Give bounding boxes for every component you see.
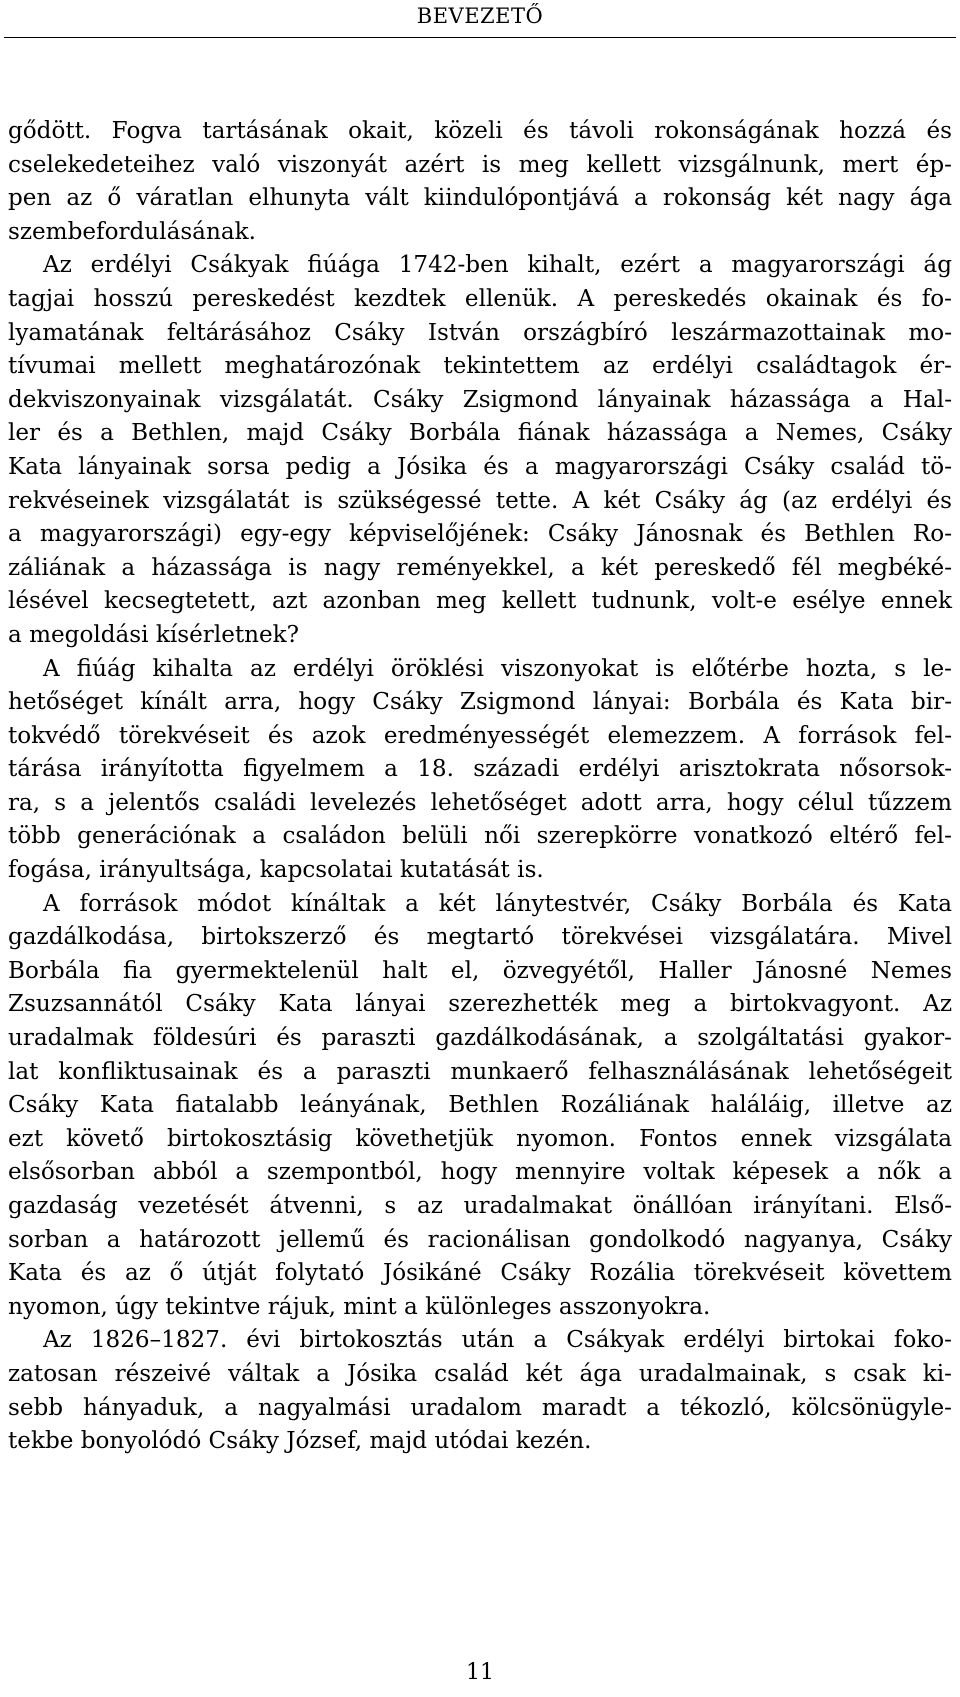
text-line: tívumai mellett meghatározónak tekintettem az erdélyi családtagok ér- [8, 353, 952, 380]
text-line: tagjai hosszú pereskedést kezdtek ellenük. A pereskedés okainak és fo- [8, 285, 952, 312]
text-line: lésével kecsegtetett, azt azonban meg kellett tudnunk, volt-e esélye ennek [8, 588, 952, 615]
text-line: Borbála fia gyermektelenül halt el, özvegyétől, Haller Jánosné Nemes [8, 957, 952, 984]
text-line: szembefordulásának. [8, 218, 256, 245]
text-line: nyomon, úgy tekintve rájuk, mint a különleges asszonyokra. [8, 1293, 711, 1320]
paragraph [8, 249, 952, 652]
text-line: Csáky Kata fiatalabb leányának, Bethlen Rozáliának haláláig, illetve az [8, 1092, 952, 1119]
paragraph [8, 653, 952, 888]
text-line: a megoldási kísérletnek? [8, 621, 300, 648]
text-line: gazdaság vezetését átvenni, s az uradalmakat önállóan irányítani. Első- [8, 1193, 952, 1219]
text-line: A források módot kínáltak a két lánytestvér, Csáky Borbála és Kata [43, 890, 952, 917]
text-line: pen az ő váratlan elhunyta vált kiindulópontjává a rokonság két nagy ága [8, 185, 952, 212]
text-line: a magyarországi) egy-egy képviselőjének: Csáky Jánosnak és Bethlen Ro- [8, 521, 952, 548]
text-line: ler és a Bethlen, majd Csáky Borbála fiának házassága a Nemes, Csáky [8, 420, 952, 447]
text-line: A fiúág kihalta az erdélyi öröklési viszonyokat is előtérbe hozta, s le- [43, 655, 952, 682]
text-line: Az 1826–1827. évi birtokosztás után a Csákyak erdélyi birtokai foko- [43, 1327, 952, 1354]
text-line: tekbe bonyolódó Csáky József, majd utódai kezén. [8, 1428, 592, 1455]
text-line: sebb hányaduk, a nagyalmási uradalom maradt a tékozló, kölcsönügyle- [8, 1394, 952, 1421]
paragraph [8, 115, 952, 249]
text-line: több generációnak a családon belüli női szerepkörre vonatkozó eltérő fel- [8, 823, 952, 850]
text-line: Az erdélyi Csákyak fiúága 1742-ben kihalt, ezért a magyarországi ág [43, 252, 952, 279]
text-line: elsősorban abból a szempontból, hogy mennyire voltak képesek a nők a [8, 1159, 952, 1186]
text-line: hetőséget kínált arra, hogy Csáky Zsigmond lányai: Borbála és Kata bir- [8, 689, 952, 716]
text-line: uradalmak földesúri és paraszti gazdálkodásának, a szolgáltatási gyakor- [8, 1025, 952, 1052]
text-line: lyamatának feltárásához Csáky István országbíró leszármazottainak mo- [8, 319, 952, 346]
paragraph [8, 888, 952, 1325]
text-line: fogása, irányultsága, kapcsolatai kutatását is. [8, 857, 544, 884]
text-line: rekvéseinek vizsgálatát is szükségessé tette. A két Csáky ág (az erdélyi és [8, 487, 952, 514]
text-line: lat konfliktusainak és a paraszti munkaerő felhasználásának lehetőségeit [8, 1058, 952, 1085]
paragraph [8, 1324, 952, 1458]
text-line: tárása irányította figyelmem a 18. századi erdélyi arisztokrata nősorsok- [8, 756, 952, 783]
text-line: cselekedeteihez való viszonyát azért is meg kellett vizsgálnunk, mert ép- [8, 151, 952, 178]
page-number: 11 [466, 1660, 494, 1685]
text-line: záliának a házassága is nagy reményekkel, a két pereskedő fél megbéké- [8, 554, 952, 581]
text-line: tokvédő törekvéseit és azok eredményességét elemezzem. A források fel- [8, 722, 952, 749]
text-line: gazdálkodása, birtokszerző és megtartó törekvései vizsgálatára. Mivel [8, 924, 952, 951]
body-text [8, 115, 952, 1459]
text-line: dekviszonyainak vizsgálatát. Csáky Zsigmond lányainak házassága a Hal- [8, 386, 952, 413]
text-line: zatosan részeivé váltak a Jósika család két ága uradalmainak, s csak ki- [8, 1360, 952, 1387]
text-line: ra, s a jelentős családi levelezés lehetőséget adott arra, hogy célul tűzzem [8, 789, 952, 816]
header-rule [4, 37, 956, 38]
text-line: sorban a határozott jellemű és racionálisan gondolkodó nagyanya, Csáky [8, 1226, 952, 1253]
text-line: gődött. Fogva tartásának okait, közeli és távoli rokonságának hozzá és [8, 118, 952, 144]
text-line: ezt követő birtokosztásig követhetjük nyomon. Fontos ennek vizsgálata [8, 1125, 952, 1152]
text-line: Kata és az ő útját folytató Jósikáné Csáky Rozália törekvéseit követtem [8, 1260, 952, 1287]
running-header: BEVEZETŐ [416, 4, 544, 28]
text-line: Kata lányainak sorsa pedig a Jósika és a magyarországi Csáky család tö- [8, 453, 952, 480]
text-line: Zsuzsannától Csáky Kata lányai szerezhették meg a birtokvagyont. Az [8, 991, 952, 1018]
